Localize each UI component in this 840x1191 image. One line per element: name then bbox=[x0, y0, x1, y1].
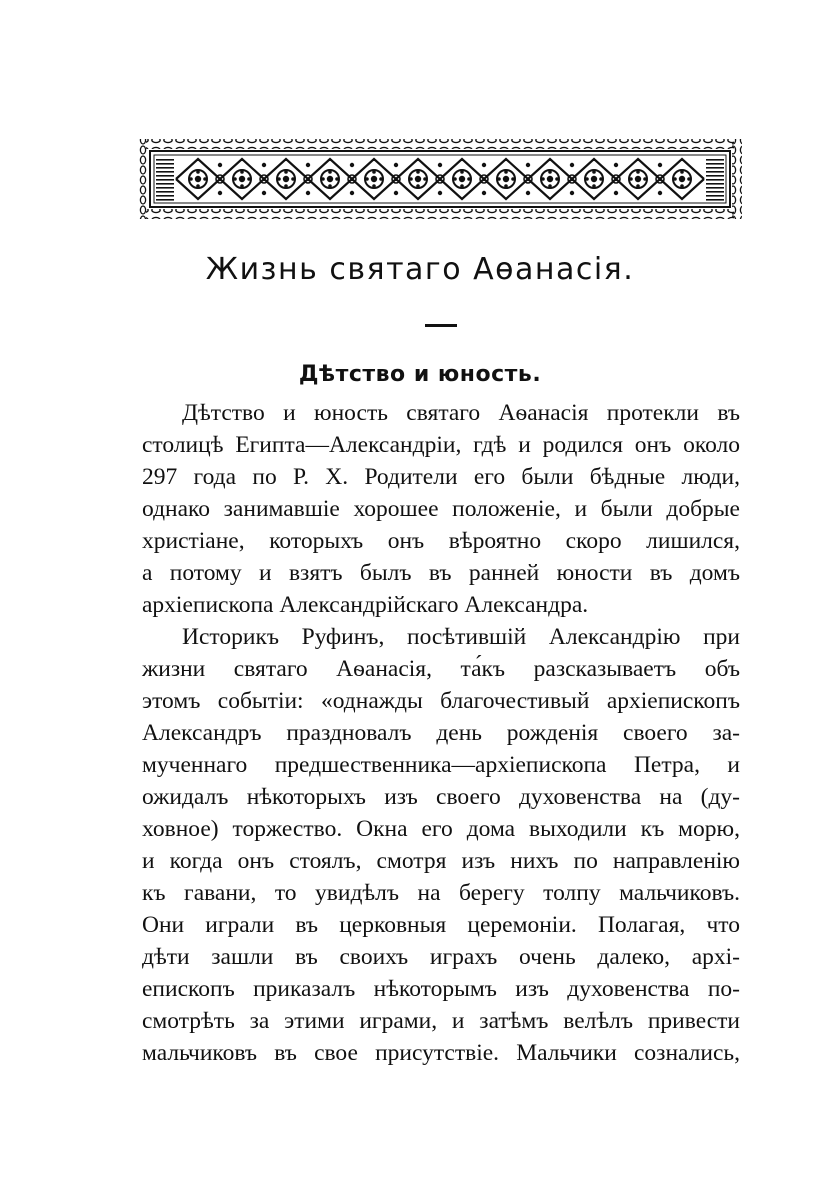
text-line: христіане, которыхъ онъ вѣроятно скоро лишился, bbox=[142, 528, 740, 554]
text-line: а потому и взятъ былъ въ ранней юности въ домъ bbox=[142, 560, 740, 586]
text-line: и когда онъ стоялъ, смотря изъ нихъ по направленію bbox=[142, 848, 740, 874]
text-line: епископъ приказалъ нѣкоторымъ изъ духовенства по- bbox=[142, 976, 740, 1002]
text-line: смотрѣть за этими играми, и затѣмъ велѣлъ привести bbox=[142, 1008, 740, 1034]
text-line: Дѣтство и юность святаго Аѳанасія протекли въ bbox=[182, 400, 740, 426]
paragraph-2 bbox=[142, 621, 740, 1069]
body-text bbox=[142, 397, 740, 1069]
text-line: Историкъ Руфинъ, посѣтившій Александрію при bbox=[182, 624, 740, 650]
text-line: мученнаго предшественника—архіепископа Петра, и bbox=[142, 752, 740, 778]
text-line: Александръ праздновалъ день рожденія своего за- bbox=[142, 720, 740, 746]
text-line: столицѣ Египта—Александріи, гдѣ и родился онъ около bbox=[142, 432, 740, 458]
text-line: ховное) торжество. Окна его дома выходили къ морю, bbox=[142, 816, 740, 842]
text-line: дѣти зашли въ своихъ играхъ очень далеко, архі- bbox=[142, 944, 740, 970]
text-line: архіепископа Александрійскаго Александра. bbox=[142, 592, 589, 618]
text-line: Они играли въ церковныя церемоніи. Полагая, что bbox=[142, 912, 740, 938]
section-heading: Дѣтство и юность. bbox=[298, 362, 542, 387]
page-title: Жизнь святаго Аѳанасія. bbox=[205, 252, 635, 287]
text-line: жизни святаго Аѳанасія, та́къ разсказываетъ объ bbox=[142, 656, 740, 682]
text-line: мальчиковъ въ свое присутствіе. Мальчики сознались, bbox=[142, 1040, 740, 1066]
text-line: къ гавани, то увидѣлъ на берегу толпу мальчиковъ. bbox=[142, 880, 740, 906]
text-line: 297 года по Р. Х. Родители его были бѣдные люди, bbox=[142, 464, 740, 490]
text-line: этомъ событіи: «однажды благочестивый архіепископъ bbox=[142, 688, 740, 714]
paragraph-1 bbox=[142, 397, 740, 621]
text-line: ожидалъ нѣкоторыхъ изъ своего духовенства на (ду- bbox=[142, 784, 740, 810]
ornamental-header-band bbox=[138, 135, 742, 223]
text-line: однако занимавшіе хорошее положеніе, и были добрые bbox=[142, 496, 740, 522]
title-divider bbox=[425, 324, 457, 327]
